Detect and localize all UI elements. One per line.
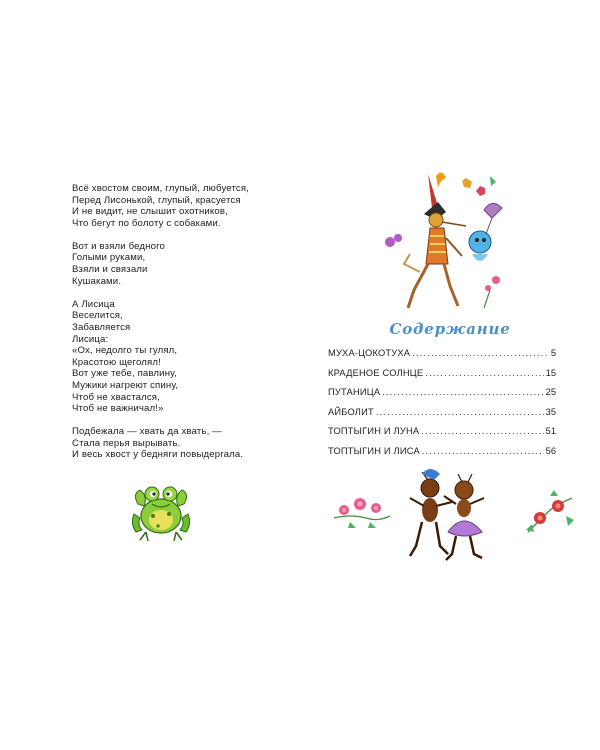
poem-line: Стала перья вырывать. xyxy=(72,437,181,449)
toc-entry-page: 15 xyxy=(545,367,556,378)
frog-illustration xyxy=(128,480,194,542)
toc-entry-page: 35 xyxy=(545,406,556,417)
poem-line: Чтоб не важничал!» xyxy=(72,403,164,415)
poem-line: Что бегут по болоту с собаками. xyxy=(72,217,221,229)
poem-line: Вот и взяли бедного xyxy=(72,240,166,252)
poem-line: Кушаками. xyxy=(72,275,122,287)
poem-line: Красотою щеголял! xyxy=(72,356,161,368)
toc-entry-page: 51 xyxy=(545,426,556,437)
toc-leader-dots xyxy=(422,446,544,456)
toc-entry-page: 56 xyxy=(545,445,556,456)
pink-flower-sprig xyxy=(330,488,394,536)
poem-line: И не видит, не слышит охотников, xyxy=(72,206,228,218)
poem-line: Веселится, xyxy=(72,310,123,322)
poem-line: Чтоб не хвастался, xyxy=(72,391,160,403)
poem-stanza-2 xyxy=(72,241,292,287)
poem-line: Лисица: xyxy=(72,333,109,345)
toc-title: Содержание xyxy=(389,320,511,338)
toc-entry-title: МУХА-ЦОКОТУХА xyxy=(328,348,411,358)
toc-entry-page: 5 xyxy=(550,348,556,358)
poem-line: Вот уже тебе, павлину, xyxy=(72,368,177,380)
toc-entry-title: ТОПТЫГИН И ЛУНА xyxy=(328,426,420,437)
poem-stanza-4 xyxy=(72,426,292,461)
red-flower-sprig xyxy=(522,488,578,536)
toc-leader-dots xyxy=(376,407,544,417)
poem-stanza-1 xyxy=(72,183,292,229)
right-page xyxy=(300,0,600,750)
poem-line: Голыми руками, xyxy=(72,252,146,264)
dancing-ants-illustration xyxy=(400,466,496,566)
poem-text xyxy=(72,183,292,472)
toc-entry[interactable] xyxy=(328,426,556,446)
poem-line: А Лисица xyxy=(72,298,115,310)
toc-leader-dots xyxy=(412,348,549,358)
toc-entry[interactable] xyxy=(328,387,556,407)
poem-line: Подбежала — хвать да хвать, — xyxy=(72,426,222,438)
poem-line: И весь хвост у бедняги повыдергала. xyxy=(72,449,244,461)
poem-line: Взяли и связали xyxy=(72,264,148,276)
toc-entry-title: ПУТАНИЦА xyxy=(328,387,381,398)
grasshopper-and-fly-illustration xyxy=(380,168,504,314)
toc-leader-dots xyxy=(421,426,543,436)
poem-stanza-3 xyxy=(72,299,292,415)
toc-entry[interactable] xyxy=(328,446,556,466)
poem-line: «Ох, недолго ты гулял, xyxy=(72,345,178,357)
toc-leader-dots xyxy=(425,368,543,378)
table-of-contents xyxy=(328,348,556,466)
poem-line: Забавляется xyxy=(72,321,131,333)
toc-entry[interactable] xyxy=(328,348,556,368)
toc-entry-title: КРАДЕНОЕ СОЛНЦЕ xyxy=(328,367,424,378)
poem-line: Перед Лисонькой, глупый, красуется xyxy=(72,194,241,206)
poem-line: Мужики нагреют спину, xyxy=(72,379,179,391)
poem-line: Всё хвостом своим, глупый, любуется, xyxy=(72,183,249,194)
toc-entry[interactable] xyxy=(328,407,556,427)
toc-entry[interactable] xyxy=(328,368,556,388)
toc-leader-dots xyxy=(382,387,543,397)
toc-entry-title: АЙБОЛИТ xyxy=(328,406,374,417)
toc-entry-title: ТОПТЫГИН И ЛИСА xyxy=(328,445,420,456)
toc-entry-page: 25 xyxy=(545,387,556,398)
